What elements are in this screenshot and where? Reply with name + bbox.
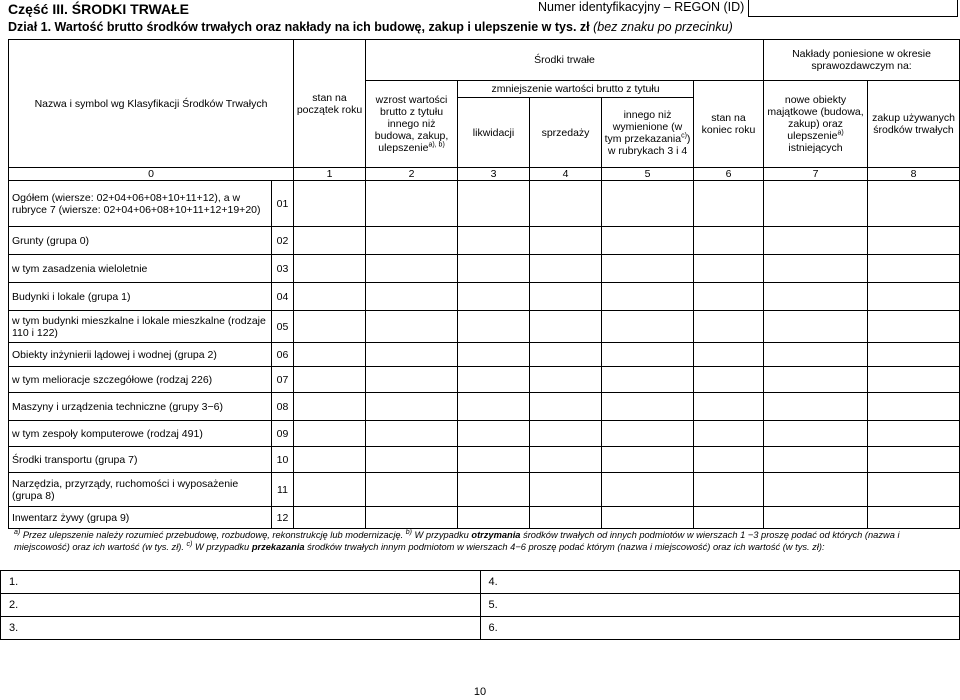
value-cell[interactable] [868, 311, 960, 343]
table-row [9, 447, 960, 473]
col-number: 2 [366, 168, 458, 181]
table-row [9, 181, 960, 227]
row-name: w tym zasadzenia wieloletnie [9, 255, 272, 283]
value-cell[interactable] [694, 311, 764, 343]
transfer-list-table [0, 570, 960, 640]
value-cell[interactable] [458, 181, 530, 227]
value-cell[interactable] [764, 311, 868, 343]
value-cell[interactable] [868, 393, 960, 421]
header-group-fixed-assets: Środki trwałe [366, 40, 764, 81]
table-row [9, 311, 960, 343]
regon-input[interactable] [748, 0, 958, 17]
col-number: 0 [9, 168, 294, 181]
row-code: 12 [272, 507, 294, 529]
value-cell[interactable] [868, 507, 960, 529]
value-cell[interactable] [366, 507, 458, 529]
row-code: 08 [272, 393, 294, 421]
value-cell[interactable] [458, 447, 530, 473]
value-cell[interactable] [294, 311, 366, 343]
row-name: Narzędzia, przyrządy, ruchomości i wyposażenie (grupa 8) [9, 473, 272, 507]
value-cell[interactable] [868, 367, 960, 393]
value-cell[interactable] [294, 393, 366, 421]
value-cell[interactable] [694, 181, 764, 227]
transfer-row [1, 594, 960, 617]
transfer-entry[interactable]: 1. [1, 571, 481, 594]
value-cell[interactable] [530, 311, 602, 343]
row-code: 02 [272, 227, 294, 255]
col-number: 1 [294, 168, 366, 181]
row-name: Inwentarz żywy (grupa 9) [9, 507, 272, 529]
row-name: w tym zespoły komputerowe (rodzaj 491) [9, 421, 272, 447]
value-cell[interactable] [458, 367, 530, 393]
value-cell[interactable] [458, 283, 530, 311]
value-cell[interactable] [530, 181, 602, 227]
transfer-entry[interactable]: 4. [480, 571, 960, 594]
value-cell[interactable] [294, 283, 366, 311]
table-row [9, 393, 960, 421]
value-cell[interactable] [602, 393, 694, 421]
table-row [9, 473, 960, 507]
value-cell[interactable] [294, 181, 366, 227]
value-cell[interactable] [694, 227, 764, 255]
value-cell[interactable] [764, 421, 868, 447]
transfer-entry[interactable]: 6. [480, 617, 960, 640]
part-title: Część III. ŚRODKI TRWAŁE [8, 1, 189, 17]
header-zakup-uzywanych: zakup używanych środków trwałych [868, 81, 960, 168]
value-cell[interactable] [294, 507, 366, 529]
value-cell[interactable] [694, 393, 764, 421]
row-name: Środki transportu (grupa 7) [9, 447, 272, 473]
value-cell[interactable] [366, 181, 458, 227]
value-cell[interactable] [366, 255, 458, 283]
row-name: w tym melioracje szczegółowe (rodzaj 226) [9, 367, 272, 393]
value-cell[interactable] [294, 343, 366, 367]
column-number-row [9, 168, 960, 181]
col-number: 4 [530, 168, 602, 181]
value-cell[interactable] [694, 255, 764, 283]
row-code: 09 [272, 421, 294, 447]
value-cell[interactable] [602, 367, 694, 393]
value-cell[interactable] [530, 255, 602, 283]
value-cell[interactable] [764, 507, 868, 529]
value-cell[interactable] [458, 311, 530, 343]
value-cell[interactable] [602, 181, 694, 227]
fixed-assets-table [8, 39, 960, 529]
header-zmniejszenie: zmniejszenie wartości brutto z tytułu [458, 81, 694, 98]
value-cell[interactable] [868, 421, 960, 447]
value-cell[interactable] [366, 473, 458, 507]
value-cell[interactable] [694, 447, 764, 473]
value-cell[interactable] [694, 507, 764, 529]
value-cell[interactable] [694, 421, 764, 447]
value-cell[interactable] [530, 343, 602, 367]
value-cell[interactable] [366, 393, 458, 421]
value-cell[interactable] [294, 421, 366, 447]
value-cell[interactable] [602, 227, 694, 255]
value-cell[interactable] [764, 473, 868, 507]
value-cell[interactable] [764, 393, 868, 421]
header-nowe-obiekty: nowe obiekty majątkowe (budowa, zakup) oraz ulepszenie$^{a)}$ istniejących [764, 81, 868, 168]
value-cell[interactable] [366, 311, 458, 343]
section-title-note: (bez znaku po przecinku) [589, 20, 733, 34]
transfer-row [1, 617, 960, 640]
row-name: Maszyny i urządzenia techniczne (grupy 3−6) [9, 393, 272, 421]
header-stan-koniec: stan na koniec roku [694, 81, 764, 168]
regon-label: Numer identyfikacyjny – REGON (ID) [538, 0, 745, 14]
value-cell[interactable] [602, 447, 694, 473]
table-row [9, 343, 960, 367]
value-cell[interactable] [458, 507, 530, 529]
row-code: 10 [272, 447, 294, 473]
row-name: Obiekty inżynierii lądowej i wodnej (grupa 2) [9, 343, 272, 367]
row-code: 07 [272, 367, 294, 393]
col-number: 5 [602, 168, 694, 181]
value-cell[interactable] [530, 447, 602, 473]
transfer-row [1, 571, 960, 594]
value-cell[interactable] [294, 447, 366, 473]
value-cell[interactable] [694, 343, 764, 367]
value-cell[interactable] [458, 227, 530, 255]
value-cell[interactable] [764, 447, 868, 473]
value-cell[interactable] [602, 343, 694, 367]
value-cell[interactable] [868, 283, 960, 311]
value-cell[interactable] [530, 473, 602, 507]
transfer-entry[interactable]: 2. [1, 594, 481, 617]
header-sprzedazy: sprzedaży [530, 98, 602, 168]
transfer-entry[interactable]: 5. [480, 594, 960, 617]
value-cell[interactable] [366, 343, 458, 367]
value-cell[interactable] [694, 283, 764, 311]
value-cell[interactable] [602, 311, 694, 343]
header-stan-poczatek: stan na początek roku [294, 40, 366, 168]
value-cell[interactable] [602, 507, 694, 529]
col-number: 3 [458, 168, 530, 181]
row-code: 06 [272, 343, 294, 367]
value-cell[interactable] [294, 367, 366, 393]
table-row [9, 227, 960, 255]
value-cell[interactable] [458, 393, 530, 421]
col-number: 8 [868, 168, 960, 181]
value-cell[interactable] [366, 283, 458, 311]
value-cell[interactable] [764, 283, 868, 311]
table-row [9, 283, 960, 311]
value-cell[interactable] [868, 343, 960, 367]
value-cell[interactable] [764, 227, 868, 255]
value-cell[interactable] [868, 181, 960, 227]
row-code: 04 [272, 283, 294, 311]
value-cell[interactable] [602, 255, 694, 283]
value-cell[interactable] [530, 227, 602, 255]
value-cell[interactable] [602, 473, 694, 507]
row-name: w tym budynki mieszkalne i lokale mieszkalne (rodzaje 110 i 122) [9, 311, 272, 343]
header-wzrost: wzrost wartości brutto z tytułu innego niż budowa, zakup, ulepszenie$^{a), b)}$ [366, 81, 458, 168]
table-row [9, 507, 960, 529]
value-cell[interactable] [530, 507, 602, 529]
table-row [9, 367, 960, 393]
value-cell[interactable] [868, 255, 960, 283]
value-cell[interactable] [694, 367, 764, 393]
value-cell[interactable] [868, 473, 960, 507]
value-cell[interactable] [868, 447, 960, 473]
value-cell[interactable] [764, 343, 868, 367]
value-cell[interactable] [530, 393, 602, 421]
col-number: 7 [764, 168, 868, 181]
value-cell[interactable] [458, 255, 530, 283]
page-number: 10 [473, 686, 487, 698]
header-likwidacji: likwidacji [458, 98, 530, 168]
row-code: 01 [272, 181, 294, 227]
table-row [9, 255, 960, 283]
section-title-bold: Dział 1. Wartość brutto środków trwałych oraz nakłady na ich budowę, zakup i ulepszenie w tys. zł [8, 20, 590, 34]
value-cell[interactable] [764, 181, 868, 227]
value-cell[interactable] [366, 367, 458, 393]
row-code: 05 [272, 311, 294, 343]
value-cell[interactable] [764, 367, 868, 393]
row-name: Budynki i lokale (grupa 1) [9, 283, 272, 311]
row-code: 03 [272, 255, 294, 283]
row-code: 11 [272, 473, 294, 507]
value-cell[interactable] [530, 421, 602, 447]
value-cell[interactable] [868, 227, 960, 255]
col-number: 6 [694, 168, 764, 181]
section-title [8, 20, 733, 34]
table-row [9, 421, 960, 447]
value-cell[interactable] [602, 283, 694, 311]
value-cell[interactable] [294, 255, 366, 283]
value-cell[interactable] [294, 473, 366, 507]
footnotes: $^{a)}$ Przez ulepszenie należy rozumieć przebudowę, rozbudowę, rekonstrukcję lub modernizację. $^{b)}$ W przypadku otrzymania środków trwałych od innych podmiotów w wierszach 1 −3 proszę podać od których (nazwa i miejscowość) oraz ich wartość (w tys. zł). $^{c)}$ W przypadku przekazania środków trwałych innym podmiotom w wierszach 4−6 proszę podać którym (nazwa i miejscowość) oraz ich wartość (w tys. zł): [14, 528, 900, 552]
value-cell[interactable] [602, 421, 694, 447]
header-name: Nazwa i symbol wg Klasyfikacji Środków Trwałych [9, 40, 294, 168]
value-cell[interactable] [366, 227, 458, 255]
value-cell[interactable] [458, 421, 530, 447]
value-cell[interactable] [294, 227, 366, 255]
value-cell[interactable] [530, 367, 602, 393]
header-innego: innego niż wymienione (w tym przekazania$^{c)}$) w rubrykach 3 i 4 [602, 98, 694, 168]
value-cell[interactable] [458, 343, 530, 367]
value-cell[interactable] [458, 473, 530, 507]
transfer-entry[interactable]: 3. [1, 617, 481, 640]
value-cell[interactable] [366, 447, 458, 473]
value-cell[interactable] [694, 473, 764, 507]
header-group-outlays: Nakłady poniesione w okresie sprawozdawczym na: [764, 40, 960, 81]
row-name: Ogółem (wiersze: 02+04+06+08+10+11+12), a w rubryce 7 (wiersze: 02+04+06+08+10+11+12+19+20) [9, 181, 272, 227]
row-name: Grunty (grupa 0) [9, 227, 272, 255]
value-cell[interactable] [530, 283, 602, 311]
value-cell[interactable] [764, 255, 868, 283]
value-cell[interactable] [366, 421, 458, 447]
